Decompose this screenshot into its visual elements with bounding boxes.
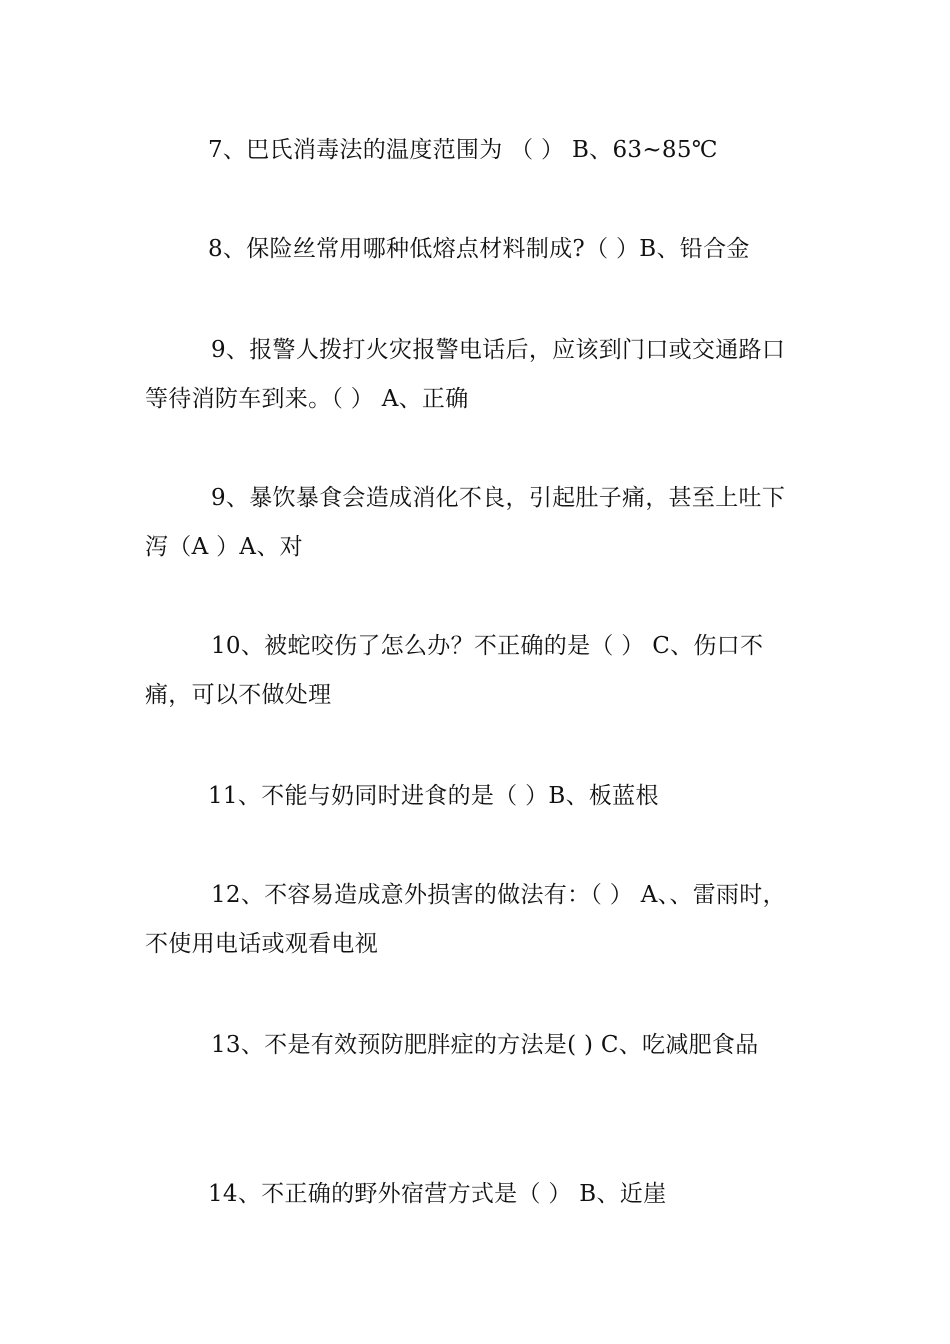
question-8: 8、保险丝常用哪种低熔点材料制成?（ ）B、铅合金 [208,236,750,262]
question-13: 13、不是有效预防肥胖症的方法是( ) C、吃减肥食品 [211,1032,759,1058]
question-10: 10、被蛇咬伤了怎么办？不正确的是（ ） C、伤口不痛，可以不做处理 [145,633,764,708]
question-11: 11、不能与奶同时进食的是（ ）B、板蓝根 [208,783,659,809]
question-12: 12、不容易造成意外损害的做法有：（ ） A、、雷雨时，不使用电话或观看电视 [145,882,786,957]
question-9-overeating: 9、暴饮暴食会造成消化不良，引起肚子痛，甚至上吐下泻（A ）A、对 [145,485,786,560]
question-14: 14、不正确的野外宿营方式是（ ） B、近崖 [208,1181,667,1207]
question-9-fire-alarm: 9、报警人拨打火灾报警电话后，应该到门口或交通路口等待消防车到来。（ ） A、正确 [145,337,786,412]
question-7: 7、巴氏消毒法的温度范围为 （ ） B、63~85℃ [208,137,718,163]
